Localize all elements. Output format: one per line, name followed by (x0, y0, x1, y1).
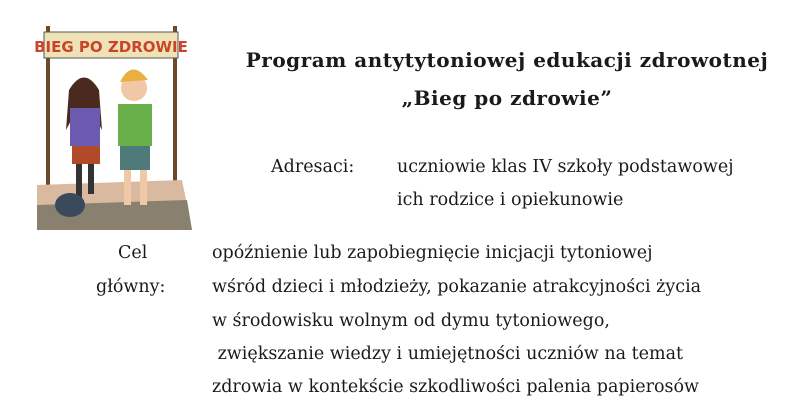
bieg-po-zdrowie-illustration (32, 20, 192, 235)
goal-line: w środowisku wolnym od dymu tytoniowego, (212, 311, 610, 331)
goal-label-line-2: główny: (96, 277, 166, 297)
addressees-label: Adresaci: (271, 157, 355, 177)
addressee-item: uczniowie klas IV szkoły podstawowej (397, 157, 734, 177)
goal-line: opóźnienie lub zapobiegnięcie inicjacji tytoniowej (212, 243, 653, 263)
goal-line: zdrowia w kontekście szkodliwości palenia papierosów (212, 377, 699, 397)
title-line-2: „Bieg po zdrowie” (401, 86, 613, 110)
title-line-1: Program antytytoniowej edukacji zdrowotnej (245, 48, 769, 72)
goal-label-line-1: Cel (118, 243, 148, 263)
svg-text:BIEG PO ZDROWIE: BIEG PO ZDROWIE (34, 38, 188, 56)
addressee-item: ich rodzice i opiekunowie (397, 190, 624, 210)
goal-line: zwiększanie wiedzy i umiejętności uczniów na temat (212, 344, 684, 364)
goal-line: wśród dzieci i młodzieży, pokazanie atrakcyjności życia (212, 277, 702, 297)
